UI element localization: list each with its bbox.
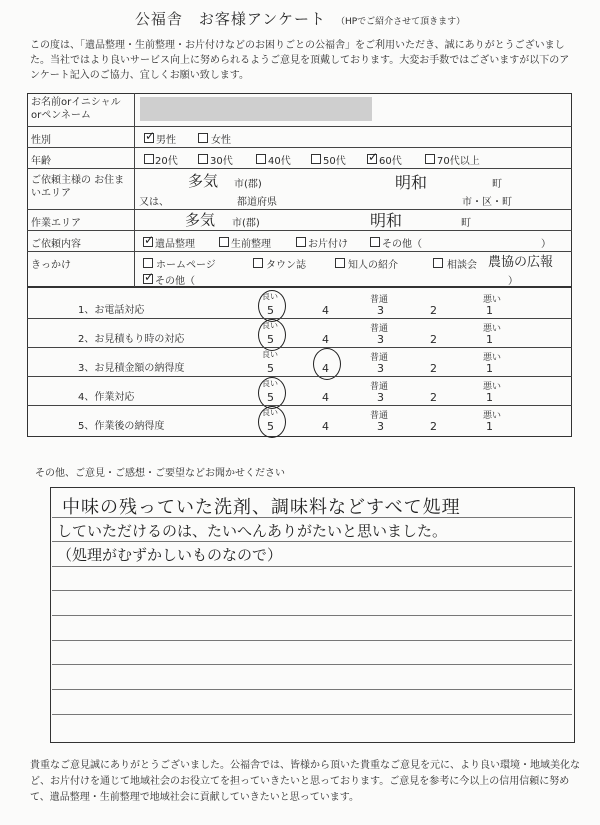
work-town-suffix: 町	[461, 218, 471, 229]
rating-good-label: 良い	[262, 350, 278, 359]
trigger-other-checkbox[interactable]: ✓	[144, 270, 155, 284]
trigger-referral-checkbox[interactable]	[335, 258, 345, 268]
trigger-other-close: ）	[508, 276, 518, 287]
area-label: ご依頼主様の お住まいエリア	[31, 175, 125, 199]
trigger-option: 相談会	[447, 260, 477, 271]
rating-row-divider	[27, 347, 572, 348]
age-20s-checkbox[interactable]	[144, 154, 154, 164]
comment-line	[52, 640, 572, 641]
rating-row-divider	[27, 405, 572, 406]
age-option: 20代	[155, 156, 178, 167]
rating-score: 2	[430, 304, 437, 317]
rating-row-divider	[27, 318, 572, 319]
content-option: その他（	[382, 239, 422, 250]
work-city-suffix: 市(郡)	[232, 218, 260, 229]
rating-normal-label: 普通	[370, 411, 389, 421]
work-town-handwriting: 明和	[370, 211, 403, 230]
content-close-paren: ）	[541, 239, 551, 250]
comments-label: その他、ご意見・ご感想・ご要望などお聞かせください	[35, 468, 285, 479]
area-city-handwriting: 多気	[188, 172, 219, 190]
row-divider	[27, 168, 572, 169]
rating-bad-label: 悪い	[483, 382, 502, 392]
rating-score: 3	[377, 333, 384, 346]
content-option: 生前整理	[231, 239, 271, 250]
content-option: お片付け	[308, 239, 348, 250]
content-other-checkbox[interactable]	[370, 237, 380, 247]
trigger-option: タウン誌	[266, 260, 306, 271]
age-50s-checkbox[interactable]	[311, 154, 321, 164]
comment-handwriting: 中味の残っていた洗剤、調味料などすべて処理	[62, 497, 461, 518]
rating-score: 5	[267, 420, 274, 433]
rating-row-divider	[27, 376, 572, 377]
rating-question: 1、お電話対応	[78, 305, 145, 316]
rating-score: 1	[486, 304, 493, 317]
content-label: ご依頼内容	[31, 239, 81, 250]
trigger-handwriting: 農協の広報	[488, 255, 554, 270]
rating-score: 4	[322, 391, 329, 404]
rating-bad-label: 悪い	[483, 295, 502, 305]
label-column-divider	[134, 93, 135, 287]
age-30s-checkbox[interactable]	[198, 154, 208, 164]
gender-label: 性別	[31, 135, 51, 146]
rating-question: 2、お見積もり時の対応	[78, 334, 185, 345]
rating-score: 4	[322, 304, 329, 317]
redacted-name	[140, 97, 372, 121]
rating-score: 3	[377, 362, 384, 375]
rating-score: 4	[322, 420, 329, 433]
rating-question: 4、作業対応	[78, 392, 135, 403]
rating-question: 3、お見積金額の納得度	[78, 363, 185, 374]
content-predeath-checkbox[interactable]	[219, 237, 229, 247]
page-title	[0, 8, 600, 29]
area-town-handwriting: 明和	[395, 173, 428, 192]
comment-line	[52, 689, 572, 690]
rating-good-label: 良い	[262, 321, 278, 330]
rating-bad-label: 悪い	[483, 353, 502, 363]
comment-line	[52, 566, 572, 567]
rating-normal-label: 普通	[370, 295, 389, 305]
rating-score: 2	[430, 362, 437, 375]
title-note: （HPでご紹介させて頂きます）	[335, 17, 466, 27]
content-estate-checkbox[interactable]: ✓	[144, 233, 155, 247]
gender-option: 男性	[156, 135, 176, 146]
rating-score: 2	[430, 333, 437, 346]
area-city-suffix: 市(郡)	[234, 179, 262, 190]
trigger-option: 知人の紹介	[348, 260, 398, 271]
name-label: お名前orイニシャル orペンネーム	[31, 97, 121, 121]
intro-text: この度は、「遺品整理・生前整理・お片付けなどのお困りごとの公福舎」をご利用いただき、誠にありがとうございました。当社ではより良いサービス向上に努められるようご意見を頂戴しております。大変お手数ではございますが以下のアンケート記入のご協力、宜しくお願い致します。	[30, 40, 570, 81]
age-option: 30代	[210, 156, 233, 167]
rating-score: 5	[267, 391, 274, 404]
trigger-label: きっかけ	[31, 260, 71, 271]
rating-normal-label: 普通	[370, 324, 389, 334]
rating-score: 2	[430, 391, 437, 404]
comment-handwriting: していただけるのは、たいへんありがたいと思いました。	[57, 522, 448, 540]
area-town-suffix: 町	[492, 179, 502, 190]
age-option: 50代	[323, 156, 346, 167]
rating-good-label: 良い	[262, 379, 278, 388]
rating-score: 3	[377, 304, 384, 317]
gender-option: 女性	[211, 135, 231, 146]
comment-line	[52, 590, 572, 591]
rating-bad-label: 悪い	[483, 411, 502, 421]
rating-bad-label: 悪い	[483, 324, 502, 334]
work-city-handwriting: 多気	[185, 211, 216, 229]
area-alt-suffix: 市・区・町	[462, 197, 512, 208]
rating-normal-label: 普通	[370, 382, 389, 392]
rating-score: 3	[377, 391, 384, 404]
rating-score: 5	[267, 333, 274, 346]
age-option: 60代	[379, 156, 402, 167]
row-divider	[27, 209, 572, 210]
gender-male-checkbox[interactable]: ✓	[145, 129, 156, 143]
age-label: 年齢	[31, 156, 51, 167]
trigger-townmag-checkbox[interactable]	[253, 258, 263, 268]
age-60s-checkbox[interactable]: ✓	[368, 150, 379, 164]
rating-score: 5	[267, 362, 274, 375]
trigger-seminar-checkbox[interactable]	[433, 258, 443, 268]
rating-score: 1	[486, 333, 493, 346]
row-divider	[27, 126, 572, 127]
comment-line	[52, 541, 572, 542]
rating-score: 4	[322, 362, 329, 375]
rating-score: 2	[430, 420, 437, 433]
content-tidy-checkbox[interactable]	[296, 237, 306, 247]
area-prefecture: 都道府県	[237, 197, 277, 208]
age-70s-checkbox[interactable]	[425, 154, 435, 164]
age-option: 70代以上	[437, 156, 480, 167]
rating-score: 1	[486, 362, 493, 375]
trigger-other-label: その他（	[155, 276, 195, 287]
rating-score: 1	[486, 420, 493, 433]
age-option: 40代	[268, 156, 291, 167]
row-divider	[27, 230, 572, 231]
rating-good-label: 良い	[262, 292, 278, 301]
work-area-label: 作業エリア	[31, 218, 81, 229]
gender-female-checkbox[interactable]	[198, 133, 208, 143]
rating-score: 1	[486, 391, 493, 404]
rating-score: 4	[322, 333, 329, 346]
title-text: 公福舎 お客様アンケート	[134, 10, 326, 28]
rating-good-label: 良い	[262, 408, 278, 417]
rating-score: 3	[377, 420, 384, 433]
comment-line	[52, 615, 572, 616]
row-divider	[27, 147, 572, 148]
comment-line	[52, 664, 572, 665]
trigger-homepage-checkbox[interactable]	[143, 258, 153, 268]
rating-selected-circle[interactable]	[258, 406, 286, 438]
area-alt-prefix: 又は、	[139, 197, 169, 208]
comment-handwriting: （処理がむずかしいものなので）	[57, 546, 283, 564]
comment-line	[52, 714, 572, 715]
age-40s-checkbox[interactable]	[256, 154, 266, 164]
rating-question: 5、作業後の納得度	[78, 421, 165, 432]
rating-normal-label: 普通	[370, 353, 389, 363]
trigger-option: ホームページ	[156, 260, 216, 271]
rating-score: 5	[267, 304, 274, 317]
content-option: 遺品整理	[155, 239, 195, 250]
footer-text: 貴重なご意見誠にありがとうございました。公福舎では、皆様から頂いた貴重なご意見を元に、より良い環境・地域美化など、お片付けを通じて地域社会のお役立てを担っていきたいと思っております。ご意見を参考に今以上の信用信頼に努めて、遺品整理・生前整理で地域社会に貢献していきたいと思っています。	[30, 760, 580, 803]
